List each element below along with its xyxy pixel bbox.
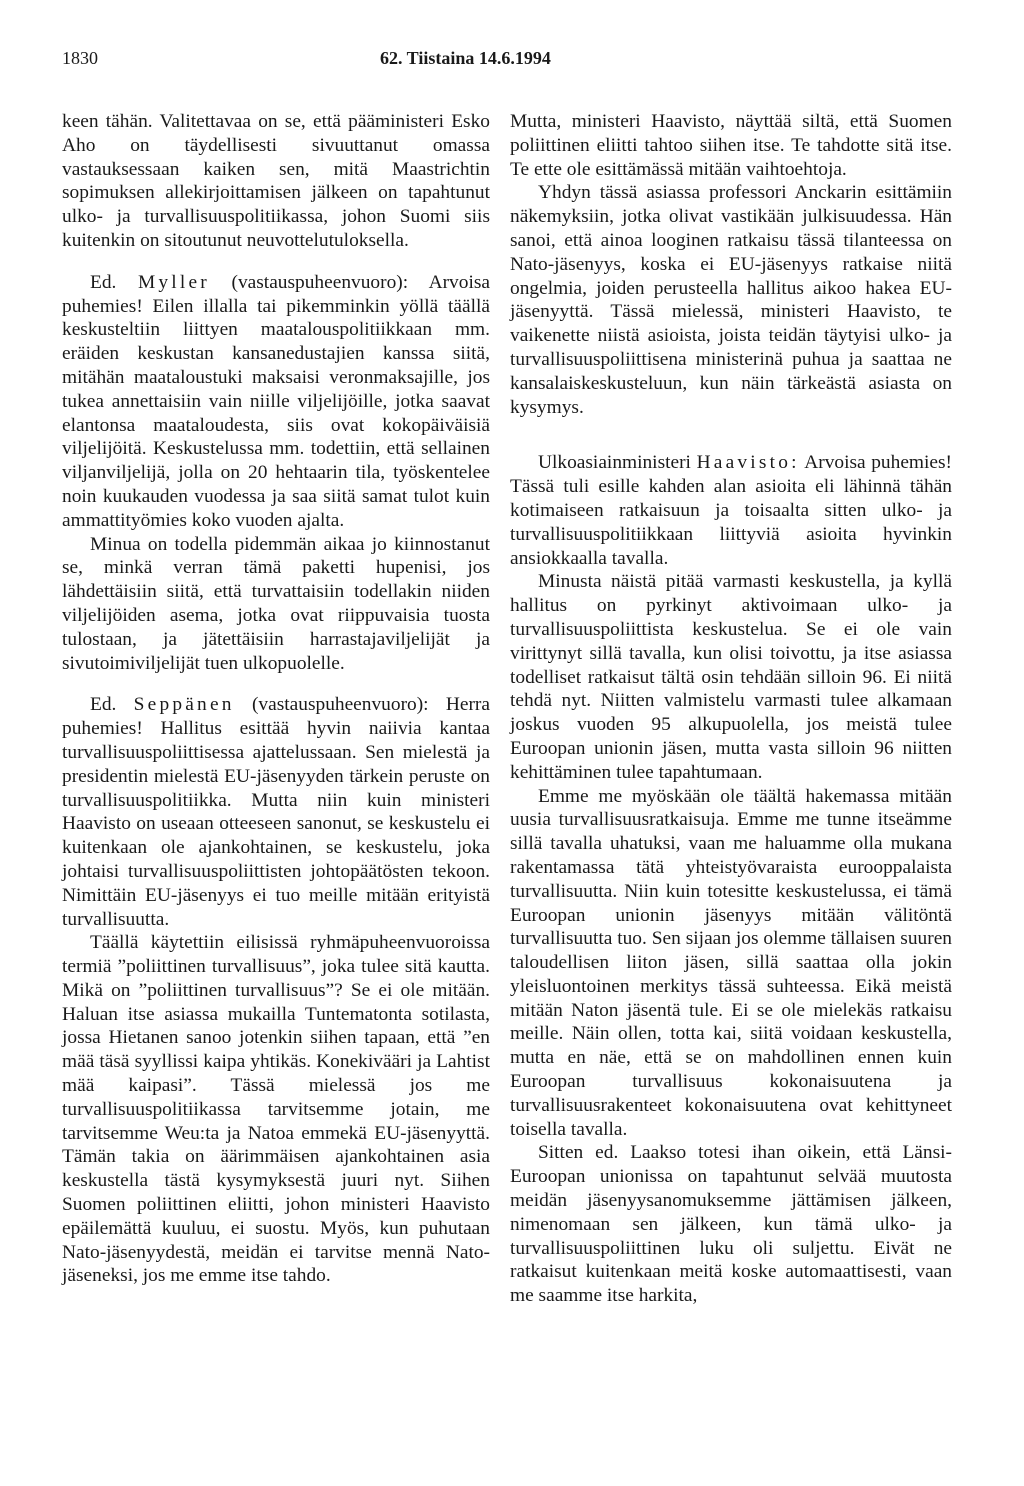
left-column bbox=[62, 110, 490, 1288]
page-number: 1830 bbox=[62, 48, 98, 68]
speech-text: Arvoisa puhemies! Tässä tuli esille kahden alan asioita eli lähinnä tähän kotimaiseen ratkaisuun ja toisaalta sitten ulko- ja turvallisuuspolitiikkaan liittyviä asioita hyvinkin ansiokkaalla tavalla. bbox=[510, 452, 953, 569]
paragraph: keen tähän. Valitettavaa on se, että pääministeri Esko Aho on täydellisesti sivuuttanut omassa vastauksessaan kaiken sen, mitä Maastrichtin sopimuksen allekirjoittamisen jälkeen on tapahtunut ulko- ja turvallisuuspolitiikassa, johon Suomi siis kuitenkin on sitoutunut neuvottelutuloksella. bbox=[62, 111, 490, 251]
speech-myller bbox=[62, 271, 490, 533]
paragraph: Minua on todella pidemmän aikaa jo kiinnostanut se, minkä verran tämä paketti hupenisi, jos lähdettäisiin siitä, että turvattaisiin todellakin niiden viljelijöiden asema, jotka ovat riippuvaisia tuosta tulostaan, ja jätettäisiin harrastajaviljelijät ja sivutoimiviljelijät tuen ulkopuolelle. bbox=[62, 533, 490, 674]
speech-text: (vastauspuheenvuoro): Arvoisa puhemies! Eilen illalla tai pikemminkin yöllä täällä keskusteltiin liittyen maatalouspolitiikkaan mm. eräiden keskustan kansanedustajien kanssa siitä, mitähän maataloustuki maksaisi veronmaksajille, jos tukea annettaisiin vain niille viljelijöille, jotka saavat elantonsa maataloudesta, siis ovat kokopäiväisiä viljelijöitä. Keskustelussa mm. todettiin, että sellainen viljanviljelijä, jolla on 20 hehtaarin tila, työskentelee noin kuukauden vuodessa ja saa siitä samat tulot kuin ammattityömies koko vuoden ajalta. bbox=[62, 271, 490, 531]
paragraph: Emme me myöskään ole täältä hakemassa mitään uusia turvallisuusratkaisuja. Emme me tunne itseämme sillä tavalla uhatuksi, vaan me haluamme olla mukana rakentamassa tätä yhteistyövaraista eurooppalaista turvallisuutta. Niin kuin totesitte keskustelussa, ei tämä Euroopan unionin jäsenyys mitään välitöntä turvallisuutta tuo. Sen sijaan jos olemme tällaisen suuren taloudellisen liiton jäsen, sillä saattaa olla jokin yleisluontoinen merkitys tässä suhteessa. Eikä meistä mitään Naton jäsentä tule. Ei se ole mielekäs ratkaisu meille. Näin ollen, totta kai, siitä voidaan keskustella, mutta en näe, että se on mahdollinen ennen kuin Euroopan turvallisuus kokonaisuutena ja turvallisuusrakenteet kokonaisuutena ovat kehittyneet toisella tavalla. bbox=[510, 785, 952, 1140]
paragraph: Täällä käytettiin eilisissä ryhmäpuheenvuoroissa termiä ”poliittinen turvallisuus”, joka tulee sitä kautta. Mikä on ”poliittinen turvallisuus”? Se ei ole mitään. Haluan itse asiassa mukailla Tuntematonta sotilasta, jossa Hietanen sanoo jotenkin siihen tapaan, että ”en mää täsä syyllissi kaipa yhtikäs. Konekivääri ja Lahtist mää kaipasi”. Tässä mielessä jos me turvallisuuspolitiikassa tarvitsemme jotain, me tarvitsemme Weu:ta ja Natoa emmekä EU-jäsenyyttä. Tämän takia on äärimmäisen ajankohtainen asia keskustella tästä kysymyksestä juuri nyt. Siihen Suomen poliittinen eliitti, johon ministeri Haavisto epäilemättä kuuluu, ei suostu. Myös, kun puhutaan Nato-jäsenyydestä, meidän ei tarvitse mennä Nato-jäseneksi, jos me emme itse tahdo. bbox=[62, 932, 490, 1287]
speech-seppanen bbox=[62, 693, 490, 931]
speaker-prefix: Ed. bbox=[90, 271, 117, 293]
speaker-prefix: Ulkoasiainministeri bbox=[538, 452, 691, 474]
paragraph: Mutta, ministeri Haavisto, näyttää siltä, että Suomen poliittinen eliitti tahtoo siihen itse. Te tahdotte sitä itse. Te ette ole esittämässä mitään vaihtoehtoja. bbox=[510, 111, 952, 180]
speaker-prefix: Ed. bbox=[90, 694, 117, 716]
speaker-name: Haavisto: bbox=[696, 452, 800, 474]
page-header bbox=[62, 48, 962, 72]
speech-haavisto bbox=[510, 451, 952, 570]
speaker-name: Seppänen bbox=[133, 694, 235, 716]
paragraph: Sitten ed. Laakso totesi ihan oikein, että Länsi-Euroopan unionissa on tapahtunut selvää muutosta meidän jäsenyysanomuksemme jättämisen jälkeen, nimenomaan sen jälkeen, kun tämä ulko- ja turvallisuuspoliittinen luku oli suljettu. Eivät ne ratkaisut kuitenkaan meitä koske automaattisesti, vaan me saamme itse harkita, bbox=[510, 1142, 952, 1307]
paragraph: Minusta näistä pitää varmasti keskustella, ja kyllä hallitus on pyrkinyt aktivoimaan ulko- ja turvallisuuspoliittista keskustelua. Se ei ole vain virittynyt sillä tavalla, kun olisi toivottu, ja itse asiassa todelliset ratkaisut tältä osin tehdään silloin 96. Ei niitä tehdä nyt. Niitten valmistelu varmasti tulee alkamaan joskus vuoden 95 alkupuolella, jos meistä tulee Euroopan unionin jäsen, mutta vasta silloin 96 niitten kehittäminen tulee tapahtumaan. bbox=[510, 571, 952, 783]
speaker-name: Myller bbox=[137, 271, 210, 293]
speech-text: (vastauspuheenvuoro): Herra puhemies! Hallitus esittää hyvin naiivia kantaa turvallisuuspoliittisessa ajattelussaan. Sen mielestä ja presidentin mielestä EU-jäsenyyden tärkein peruste on turvallisuuspolitiikka. Mutta niin kuin ministeri Haavisto on useaan otteeseen sanonut, se keskustelu ei kuitenkaan ole ajankohtainen, se keskustelu, joka johtaisi turvallisuuspoliittisten johtopäätösten tekoon. Nimittäin EU-jäsenyys ei tuo meille mitään erityistä turvallisuutta. bbox=[62, 694, 490, 930]
paragraph: Yhdyn tässä asiassa professori Anckarin esittämiin näkemyksiin, jotka olivat vastikään julkisuudessa. Hän sanoi, että ainoa looginen ratkaisu tässä tilanteessa on Nato-jäsenyys, koska ei EU-jäsenyys ratkaise niitä ongelmia, joiden perusteella hallitus aikoo hakea EU-jäsenyyttä. Tässä mielessä, ministeri Haavisto, te vaikenette niistä asioista, joista teidän täytyisi ulko- ja turvallisuuspoliittisena ministerinä puhua ja saattaa ne kansalaiskeskusteluun, kun näin tärkeästä asiasta on kysymys. bbox=[510, 182, 952, 418]
session-title: 62. Tiistaina 14.6.1994 bbox=[380, 48, 551, 68]
right-column bbox=[510, 110, 952, 1308]
